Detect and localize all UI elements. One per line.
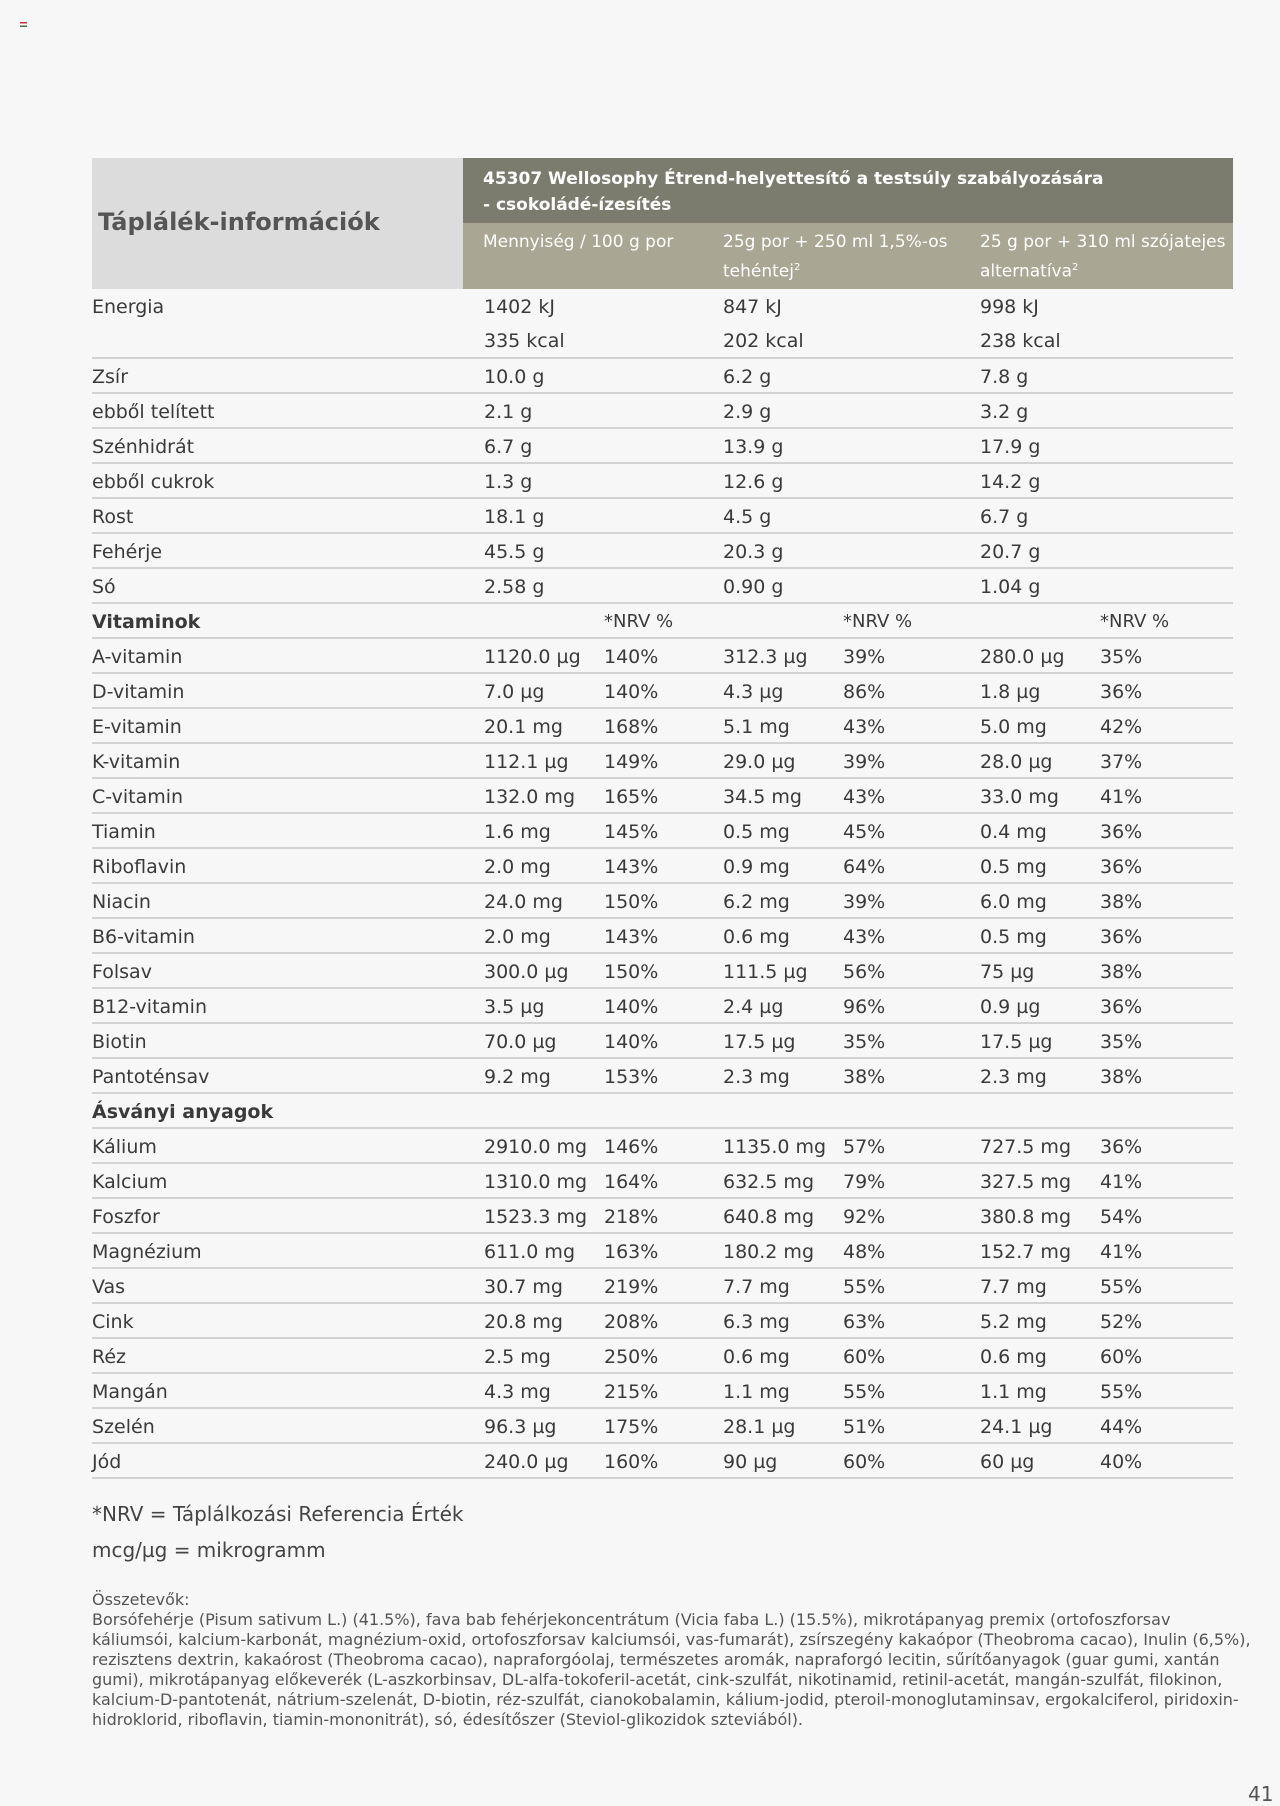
section-title: Ásványi anyagok (92, 1101, 274, 1123)
row-value: 45% (843, 821, 886, 843)
energy-kcal: 238 kcal (980, 330, 1061, 352)
row-value: 55% (843, 1381, 886, 1403)
table-row (92, 1269, 1233, 1304)
row-value: 163% (604, 1241, 659, 1263)
row-value: 150% (604, 961, 659, 983)
row-value: 56% (843, 961, 886, 983)
table-row (92, 1059, 1233, 1094)
row-label: B12-vitamin (92, 996, 208, 1018)
column-header-soy-text: alternatíva (980, 261, 1073, 282)
row-value: 143% (604, 926, 659, 948)
row-value: 24.0 mg (484, 891, 563, 913)
row-value: 2.3 mg (723, 1066, 790, 1088)
row-value: 33.0 mg (980, 786, 1059, 808)
row-value: 165% (604, 786, 659, 808)
footnote-mark: 2 (793, 262, 801, 273)
nrv-header: *NRV % (843, 611, 913, 632)
row-value: 7.8 g (980, 366, 1029, 388)
row-value: 380.8 mg (980, 1206, 1072, 1228)
row-value: 6.0 mg (980, 891, 1047, 913)
row-value: 180.2 mg (723, 1241, 815, 1263)
table-row (92, 1129, 1233, 1164)
row-value: 240.0 µg (484, 1451, 569, 1473)
row-label: K-vitamin (92, 751, 181, 773)
row-value: 219% (604, 1276, 659, 1298)
minerals-section-header (92, 1094, 1233, 1129)
row-label: Cink (92, 1311, 134, 1333)
table-title: Táplálék-információk (98, 208, 380, 236)
row-value: 60% (843, 1451, 886, 1473)
row-value: 43% (843, 786, 886, 808)
table-row (92, 954, 1233, 989)
row-value: 0.6 mg (723, 926, 790, 948)
table-row (92, 1234, 1233, 1269)
row-value: 208% (604, 1311, 659, 1333)
row-label: A-vitamin (92, 646, 183, 668)
row-value: 39% (843, 646, 886, 668)
row-value: 60% (1100, 1346, 1143, 1368)
row-label: Energia (92, 296, 165, 318)
row-value: 60 µg (980, 1451, 1035, 1473)
row-label: Só (92, 576, 116, 598)
column-header-cow-milk-text: tehéntej (723, 261, 794, 282)
row-value: 20.8 mg (484, 1311, 563, 1333)
row-label: Vas (92, 1276, 126, 1298)
language-flag-icon (20, 22, 27, 27)
row-label: E-vitamin (92, 716, 182, 738)
row-value: 140% (604, 681, 659, 703)
row-value: 37% (1100, 751, 1143, 773)
row-value: 2.58 g (484, 576, 545, 598)
row-value: 2.0 mg (484, 856, 551, 878)
row-value: 1.1 mg (980, 1381, 1047, 1403)
row-value: 140% (604, 1031, 659, 1053)
column-header-cow-milk-line2 (723, 255, 948, 285)
row-label: Pantoténsav (92, 1066, 210, 1088)
row-value: 9.2 mg (484, 1066, 551, 1088)
row-value: 39% (843, 891, 886, 913)
energy-kj: 847 kJ (723, 296, 782, 318)
table-row (92, 1444, 1233, 1479)
row-value: 143% (604, 856, 659, 878)
row-value: 70.0 µg (484, 1031, 557, 1053)
row-label: Kálium (92, 1136, 157, 1158)
row-value: 55% (843, 1276, 886, 1298)
row-label: Jód (92, 1451, 122, 1473)
table-row (92, 919, 1233, 954)
row-value: 0.5 mg (980, 926, 1047, 948)
row-value: 0.6 mg (980, 1346, 1047, 1368)
row-value: 20.1 mg (484, 716, 563, 738)
row-value: 327.5 mg (980, 1171, 1072, 1193)
row-value: 611.0 mg (484, 1241, 576, 1263)
row-value: 6.3 mg (723, 1311, 790, 1333)
column-header-per-100g: Mennyiség / 100 g por (483, 232, 674, 252)
row-value: 2.3 mg (980, 1066, 1047, 1088)
nrv-header: *NRV % (604, 611, 674, 632)
table-row (92, 1024, 1233, 1059)
row-value: 150% (604, 891, 659, 913)
energy-kcal: 202 kcal (723, 330, 804, 352)
row-value: 146% (604, 1136, 659, 1158)
row-label: Biotin (92, 1031, 147, 1053)
row-value: 75 µg (980, 961, 1035, 983)
row-value: 3.2 g (980, 401, 1029, 423)
row-value: 175% (604, 1416, 659, 1438)
ingredients-title: Összetevők: (92, 1590, 190, 1609)
row-value: 52% (1100, 1311, 1143, 1333)
row-label: Riboflavin (92, 856, 187, 878)
table-row (92, 1374, 1233, 1409)
row-value: 55% (1100, 1276, 1143, 1298)
energy-kj: 998 kJ (980, 296, 1039, 318)
row-value: 10.0 g (484, 366, 545, 388)
row-label: ebből telített (92, 401, 215, 423)
row-label: D-vitamin (92, 681, 185, 703)
row-value: 1.04 g (980, 576, 1041, 598)
row-value: 2.1 g (484, 401, 533, 423)
row-value: 36% (1100, 681, 1143, 703)
row-value: 24.1 µg (980, 1416, 1053, 1438)
row-value: 36% (1100, 926, 1143, 948)
column-header-soy-line2 (980, 255, 1226, 285)
table-row (92, 429, 1233, 464)
row-value: 28.0 µg (980, 751, 1053, 773)
row-value: 79% (843, 1171, 886, 1193)
row-value: 55% (1100, 1381, 1143, 1403)
row-value: 152.7 mg (980, 1241, 1072, 1263)
row-value: 0.9 µg (980, 996, 1041, 1018)
row-label: Tiamin (92, 821, 156, 843)
table-row (92, 639, 1233, 674)
section-title: Vitaminok (92, 611, 201, 633)
row-label: B6-vitamin (92, 926, 195, 948)
row-value: 41% (1100, 786, 1143, 808)
product-name-line2: - csokoládé-ízesítés (483, 195, 672, 215)
column-header-soy-line1: 25 g por + 310 ml szójatejes (980, 232, 1226, 252)
row-label: Mangán (92, 1381, 168, 1403)
table-row (92, 359, 1233, 394)
row-label: C-vitamin (92, 786, 184, 808)
row-value: 54% (1100, 1206, 1143, 1228)
row-value: 35% (843, 1031, 886, 1053)
row-value: 5.2 mg (980, 1311, 1047, 1333)
row-value: 39% (843, 751, 886, 773)
row-value: 60% (843, 1346, 886, 1368)
row-label: Folsav (92, 961, 152, 983)
row-value: 17.9 g (980, 436, 1041, 458)
row-value: 0.90 g (723, 576, 784, 598)
row-value: 132.0 mg (484, 786, 576, 808)
row-value: 64% (843, 856, 886, 878)
row-value: 7.7 mg (980, 1276, 1047, 1298)
row-label: ebből cukrok (92, 471, 215, 493)
row-value: 7.0 µg (484, 681, 545, 703)
row-value: 0.5 mg (980, 856, 1047, 878)
row-value: 14.2 g (980, 471, 1041, 493)
row-value: 36% (1100, 1136, 1143, 1158)
page-number: 41 (1248, 1782, 1274, 1806)
vitamins-section-header (92, 604, 1233, 639)
table-row (92, 849, 1233, 884)
row-value: 1120.0 µg (484, 646, 581, 668)
table-row-energy (92, 289, 1233, 359)
row-value: 36% (1100, 856, 1143, 878)
row-value: 86% (843, 681, 886, 703)
row-value: 17.5 µg (980, 1031, 1053, 1053)
table-row (92, 464, 1233, 499)
column-headers (463, 223, 1233, 289)
row-label: Niacin (92, 891, 151, 913)
row-label: Réz (92, 1346, 127, 1368)
row-value: 164% (604, 1171, 659, 1193)
row-value: 63% (843, 1311, 886, 1333)
row-value: 29.0 µg (723, 751, 796, 773)
row-value: 41% (1100, 1171, 1143, 1193)
energy-kcal: 335 kcal (484, 330, 565, 352)
row-label: Kalcium (92, 1171, 168, 1193)
column-header-soy (980, 229, 1226, 285)
table-row (92, 534, 1233, 569)
row-value: 30.7 mg (484, 1276, 563, 1298)
column-header-cow-milk-line1: 25g por + 250 ml 1,5%-os (723, 232, 948, 252)
row-value: 18.1 g (484, 506, 545, 528)
table-row (92, 779, 1233, 814)
row-value: 38% (1100, 961, 1143, 983)
row-value: 43% (843, 716, 886, 738)
row-label: Zsír (92, 366, 129, 388)
row-label: Szénhidrát (92, 436, 195, 458)
row-value: 2.4 µg (723, 996, 784, 1018)
ingredients-text: Borsófehérje (Pisum sativum L.) (41.5%), fava bab fehérjekoncentrátum (Vicia faba L.) (15.5%), mikrotápanyag premix (ortofoszforsav káliumsói, kalcium-karbonát, magnézium-oxid, ortofoszforsav kalciumsói, vas-fumarát), zsírszegény kakaópor (Theobroma cacao), Inulin (6,5%), rezisztens dextrin, kakaórost (Theobroma cacao), napraforgóolaj, természetes aromák, napraforgó lecitin, sűrítőanyagok (guar gumi, xantán gumi), mikrotápanyag előkeverék (L-aszkorbinsav, DL-alfa-tokoferil-acetát, cink-szulfát, nikotinamid, retinil-acetát, mangán-szulfát, filokinon, kalcium-D-pantotenát, nátrium-szelenát, D-biotin, réz-szulfát, cianokobalamin, kálium-jodid, pteroil-monoglutaminsav, ergokalciferol, piridoxin-hidroklorid, riboflavin, tiamin-mononitrát), só, édesítőszer (Steviol-glikozidok szteviából). (92, 1610, 1251, 1729)
row-value: 12.6 g (723, 471, 784, 493)
row-value: 38% (843, 1066, 886, 1088)
row-value: 1.6 mg (484, 821, 551, 843)
table-row (92, 709, 1233, 744)
mcg-note: mcg/µg = mikrogramm (92, 1538, 326, 1562)
row-value: 36% (1100, 996, 1143, 1018)
column-header-cow-milk (723, 229, 948, 285)
row-value: 48% (843, 1241, 886, 1263)
row-value: 632.5 mg (723, 1171, 815, 1193)
table-row (92, 569, 1233, 604)
row-value: 38% (1100, 891, 1143, 913)
product-name-line1: 45307 Wellosophy Étrend-helyettesítő a testsúly szabályozására (483, 169, 1104, 189)
row-value: 2910.0 mg (484, 1136, 588, 1158)
row-value: 168% (604, 716, 659, 738)
row-value: 140% (604, 996, 659, 1018)
row-value: 312.3 µg (723, 646, 808, 668)
row-value: 41% (1100, 1241, 1143, 1263)
row-value: 250% (604, 1346, 659, 1368)
row-value: 300.0 µg (484, 961, 569, 983)
row-value: 45.5 g (484, 541, 545, 563)
row-value: 6.2 mg (723, 891, 790, 913)
row-value: 28.1 µg (723, 1416, 796, 1438)
table-row (92, 989, 1233, 1024)
table-row (92, 1304, 1233, 1339)
table-header (92, 158, 1233, 289)
row-value: 145% (604, 821, 659, 843)
table-row (92, 814, 1233, 849)
table-row (92, 1409, 1233, 1444)
row-value: 96% (843, 996, 886, 1018)
row-label: Rost (92, 506, 134, 528)
row-value: 5.1 mg (723, 716, 790, 738)
row-value: 36% (1100, 821, 1143, 843)
product-header (463, 158, 1233, 289)
row-value: 215% (604, 1381, 659, 1403)
row-value: 0.5 mg (723, 821, 790, 843)
row-value: 1135.0 mg (723, 1136, 827, 1158)
row-value: 280.0 µg (980, 646, 1065, 668)
row-value: 0.6 mg (723, 1346, 790, 1368)
row-value: 6.7 g (484, 436, 533, 458)
row-value: 1310.0 mg (484, 1171, 588, 1193)
row-value: 51% (843, 1416, 886, 1438)
row-value: 149% (604, 751, 659, 773)
row-value: 1.1 mg (723, 1381, 790, 1403)
row-value: 160% (604, 1451, 659, 1473)
table-row (92, 394, 1233, 429)
row-value: 2.9 g (723, 401, 772, 423)
row-value: 44% (1100, 1416, 1143, 1438)
row-value: 1.3 g (484, 471, 533, 493)
row-value: 34.5 mg (723, 786, 802, 808)
product-name (463, 158, 1233, 223)
row-value: 6.7 g (980, 506, 1029, 528)
row-value: 20.3 g (723, 541, 784, 563)
basic-nutrients (92, 359, 1233, 604)
row-value: 4.3 mg (484, 1381, 551, 1403)
row-value: 92% (843, 1206, 886, 1228)
table-row (92, 674, 1233, 709)
row-value: 40% (1100, 1451, 1143, 1473)
row-value: 43% (843, 926, 886, 948)
row-value: 2.0 mg (484, 926, 551, 948)
table-row (92, 1164, 1233, 1199)
row-value: 3.5 µg (484, 996, 545, 1018)
row-value: 2.5 mg (484, 1346, 551, 1368)
row-value: 7.7 mg (723, 1276, 790, 1298)
table-row (92, 744, 1233, 779)
row-value: 727.5 mg (980, 1136, 1072, 1158)
row-value: 38% (1100, 1066, 1143, 1088)
row-value: 0.4 mg (980, 821, 1047, 843)
footnotes (92, 1496, 464, 1568)
row-label: Szelén (92, 1416, 155, 1438)
row-value: 218% (604, 1206, 659, 1228)
ingredients (92, 1590, 1252, 1730)
energy-kj: 1402 kJ (484, 296, 555, 318)
row-value: 4.5 g (723, 506, 772, 528)
row-value: 1523.3 mg (484, 1206, 588, 1228)
nutrition-table (92, 158, 1233, 1479)
row-value: 5.0 mg (980, 716, 1047, 738)
row-value: 96.3 µg (484, 1416, 557, 1438)
row-value: 112.1 µg (484, 751, 569, 773)
minerals (92, 1129, 1233, 1479)
row-value: 6.2 g (723, 366, 772, 388)
row-value: 1.8 µg (980, 681, 1041, 703)
row-value: 111.5 µg (723, 961, 808, 983)
row-label: Fehérje (92, 541, 163, 563)
row-value: 20.7 g (980, 541, 1041, 563)
row-value: 13.9 g (723, 436, 784, 458)
row-value: 4.3 µg (723, 681, 784, 703)
nrv-header: *NRV % (1100, 611, 1170, 632)
row-label: Magnézium (92, 1241, 202, 1263)
table-row (92, 1339, 1233, 1374)
row-value: 640.8 mg (723, 1206, 815, 1228)
row-value: 35% (1100, 1031, 1143, 1053)
row-value: 17.5 µg (723, 1031, 796, 1053)
vitamins (92, 639, 1233, 1094)
row-value: 0.9 mg (723, 856, 790, 878)
row-value: 42% (1100, 716, 1143, 738)
row-value: 140% (604, 646, 659, 668)
nrv-note: *NRV = Táplálkozási Referencia Érték (92, 1502, 464, 1526)
footnote-mark: 2 (1072, 262, 1079, 273)
row-value: 57% (843, 1136, 886, 1158)
table-row (92, 884, 1233, 919)
row-value: 35% (1100, 646, 1143, 668)
row-label: Foszfor (92, 1206, 160, 1228)
table-row (92, 499, 1233, 534)
table-row (92, 1199, 1233, 1234)
row-value: 90 µg (723, 1451, 778, 1473)
row-value: 153% (604, 1066, 659, 1088)
